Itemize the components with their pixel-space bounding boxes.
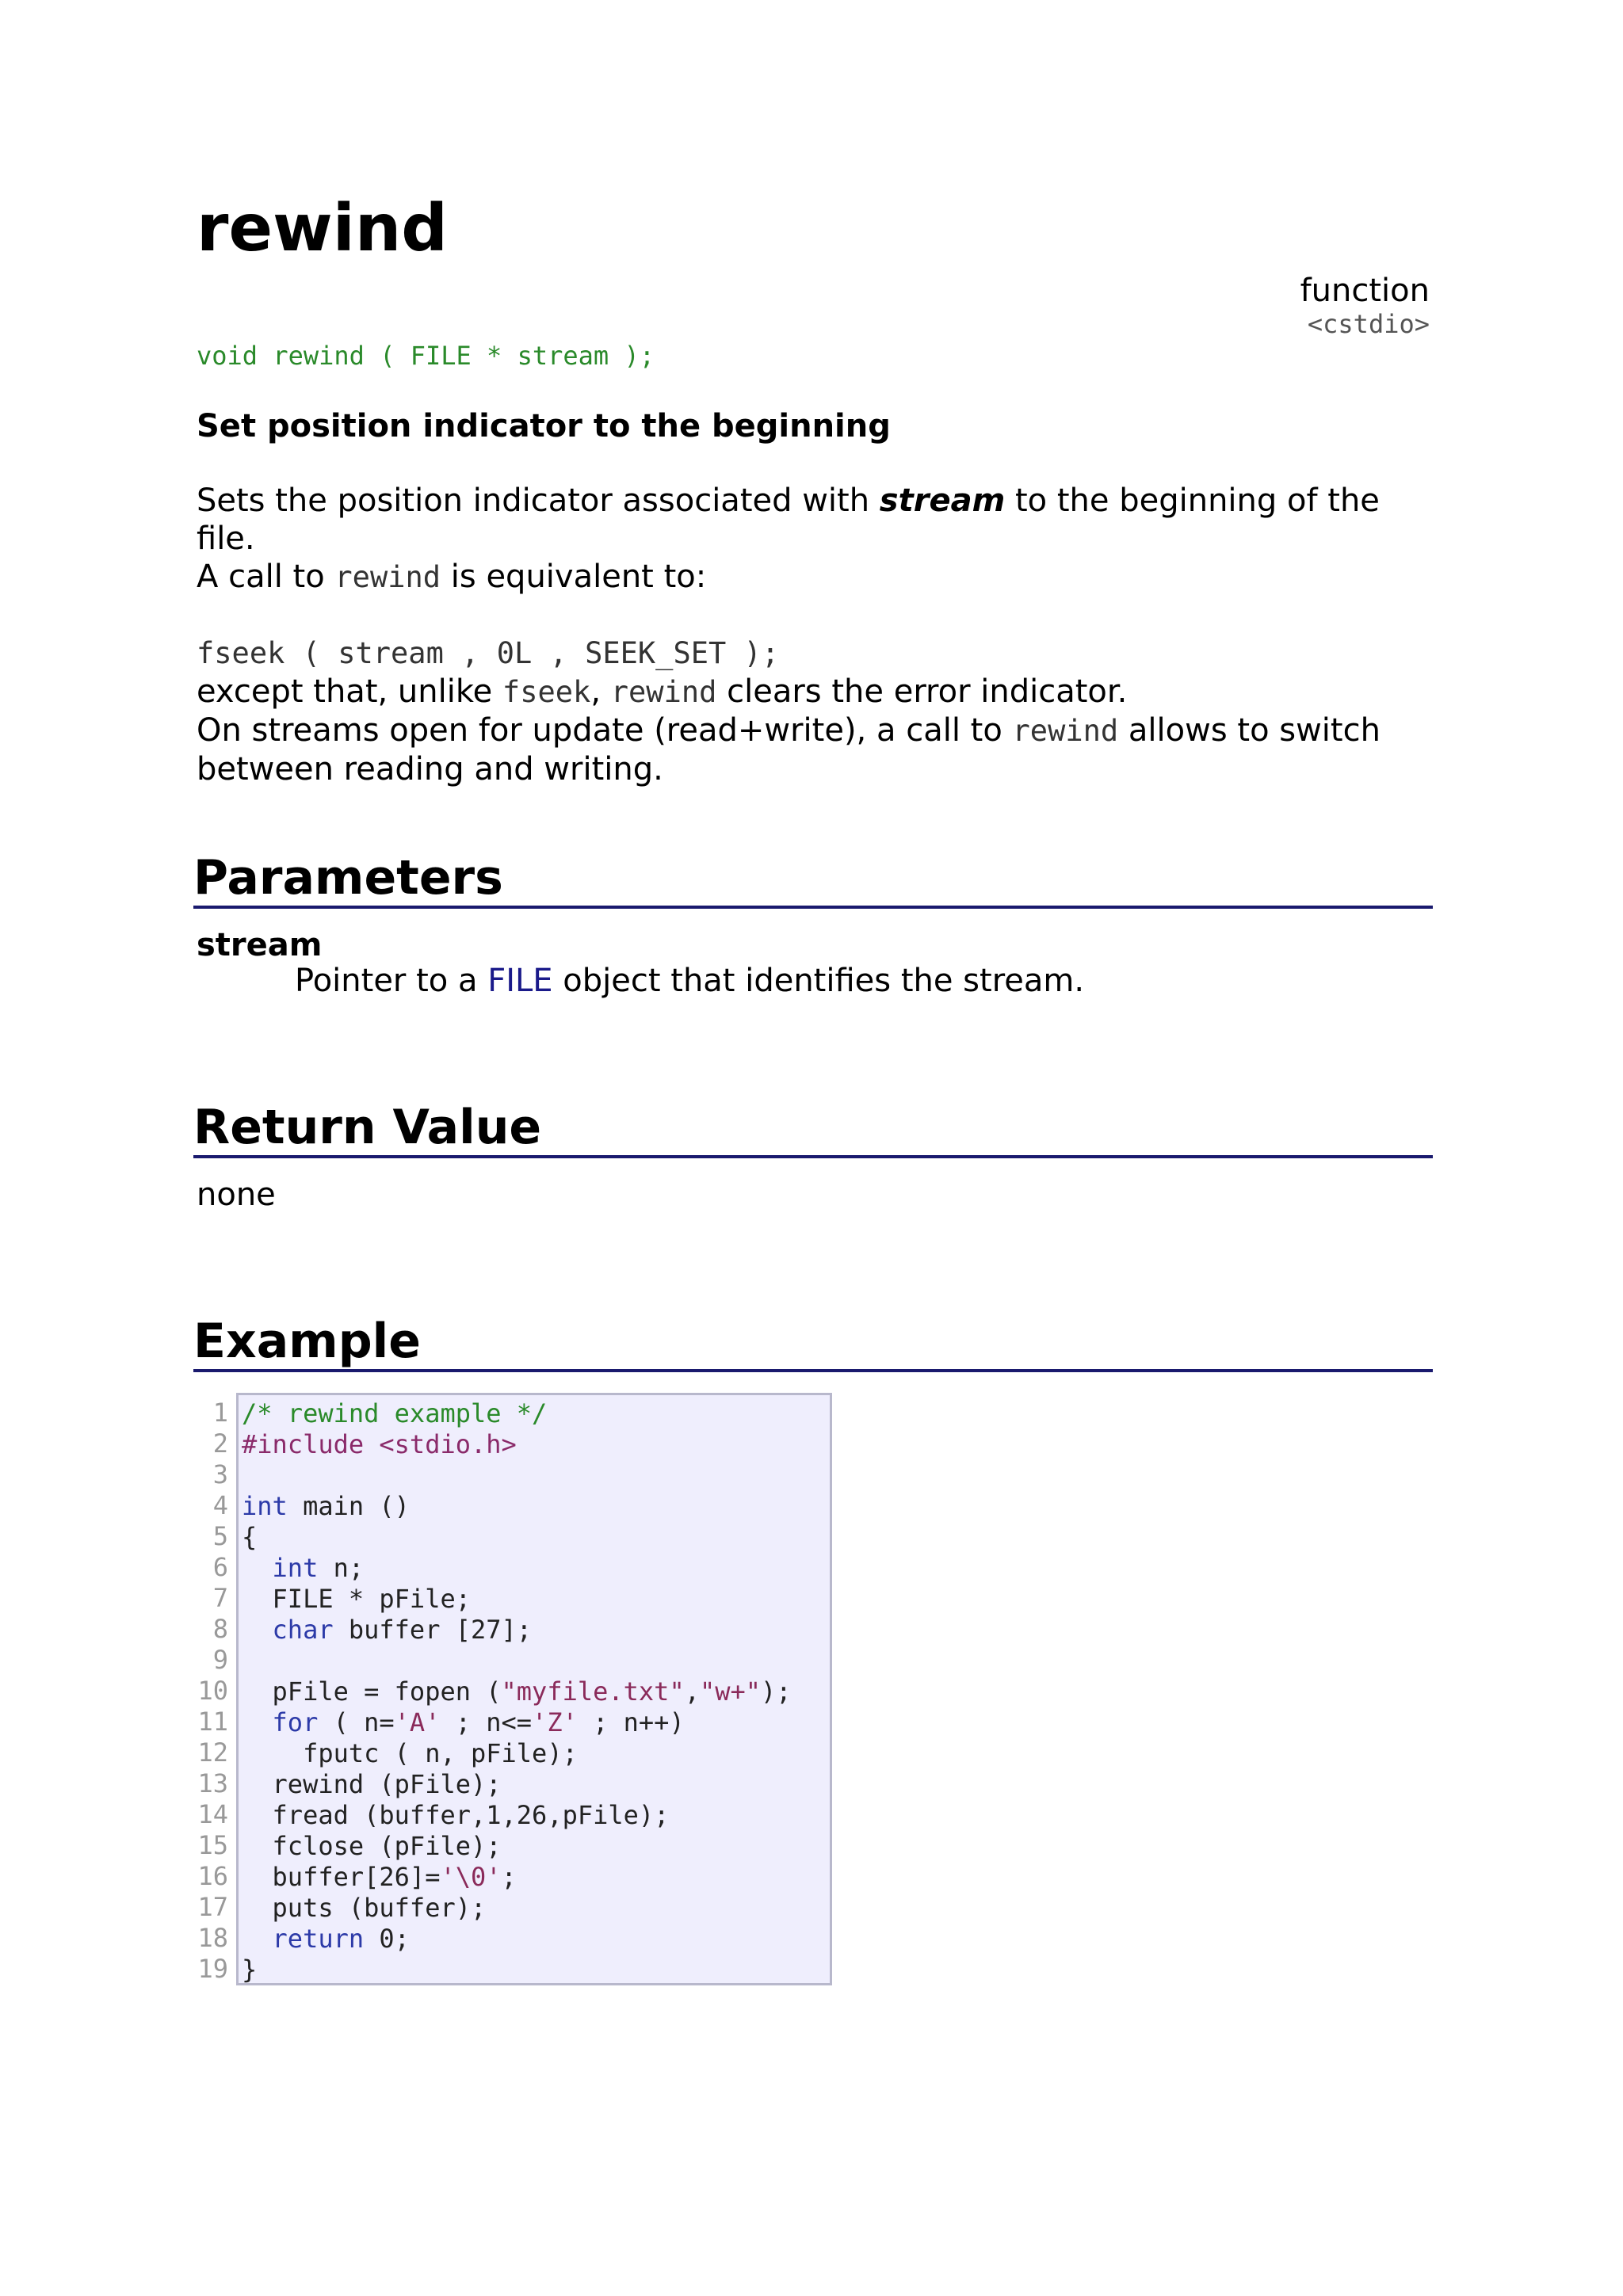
code-line: } (242, 1955, 258, 1985)
function-prototype: void rewind ( FILE * stream ); (197, 341, 655, 371)
inline-code: rewind (1012, 714, 1119, 748)
parameter-description: Pointer to a FILE object that identifies the stream. (295, 963, 1085, 999)
code-line: main () (287, 1491, 410, 1521)
code-line: buffer [27]; (333, 1615, 533, 1645)
line-number: 4 (212, 1490, 228, 1520)
line-number: 13 (197, 1768, 228, 1798)
line-number: 7 (212, 1583, 228, 1613)
description-line-1: Sets the position indicator associated with stream to the beginning of the file. (197, 482, 1380, 557)
code-line: rewind (pFile); (242, 1769, 502, 1799)
code-line: #include <stdio.h> (242, 1429, 517, 1459)
line-number: 6 (212, 1552, 228, 1582)
inline-code: rewind (610, 675, 717, 709)
param-reference: stream (879, 482, 1006, 519)
file-type-link[interactable]: FILE (487, 963, 553, 999)
example-heading: Example (193, 1315, 1433, 1372)
line-number: 16 (197, 1861, 228, 1891)
line-number: 5 (212, 1521, 228, 1551)
line-number: 11 (197, 1707, 228, 1737)
line-number: 17 (197, 1892, 228, 1922)
page-title: rewind (197, 191, 448, 266)
code-line: { (242, 1522, 258, 1552)
inline-code: fseek (502, 675, 591, 709)
entity-kind: function (1300, 273, 1430, 309)
code-line: 0; (364, 1924, 410, 1954)
line-number: 10 (197, 1676, 228, 1706)
summary-heading: Set position indicator to the beginning (197, 408, 891, 444)
code-line: n; (318, 1553, 365, 1583)
line-number: 9 (212, 1645, 228, 1675)
code-line: puts (buffer); (242, 1893, 487, 1923)
code-line: FILE * pFile; (242, 1584, 471, 1614)
line-number: 1 (212, 1398, 228, 1428)
parameters-heading: Parameters (193, 852, 1433, 909)
code-line: fputc ( n, pFile); (242, 1738, 578, 1768)
line-number: 2 (212, 1428, 228, 1459)
equivalent-code: fseek ( stream , 0L , SEEK_SET ); (197, 636, 780, 670)
description-line-4: On streams open for update (read+write), a call to rewind allows to switch between reading and writing. (197, 712, 1381, 788)
line-number: 8 (212, 1614, 228, 1644)
code-line: /* rewind example */ (242, 1398, 548, 1428)
return-value-heading: Return Value (193, 1101, 1433, 1158)
line-number: 18 (197, 1923, 228, 1953)
code-line: fclose (pFile); (242, 1831, 502, 1861)
line-number: 15 (197, 1830, 228, 1860)
inline-code: rewind (334, 560, 441, 594)
line-number: 12 (197, 1737, 228, 1768)
code-line: fread (buffer,1,26,pFile); (242, 1800, 670, 1830)
line-numbers (197, 1398, 228, 1985)
description (197, 482, 1433, 788)
line-number: 3 (212, 1459, 228, 1489)
code-block: /* rewind example */ #include <stdio.h> int main () { int n; FILE * pFile; char buffer [27]; pFile = fopen ("myfile.txt","w+"); for ( n='A' ; n<='Z' ; n++) fputc ( n, pFile); rewind (pFile); fread (buffer,1,26,pFile); fclose (pFile); buffer[26]='\0'; puts (buffer); return 0; } (236, 1393, 832, 1985)
return-value-text: none (197, 1177, 276, 1213)
description-line-2: A call to rewind is equivalent to: (197, 559, 707, 595)
line-number: 14 (197, 1799, 228, 1829)
description-line-3: except that, unlike fseek, rewind clears the error indicator. (197, 673, 1128, 710)
parameter-name: stream (197, 927, 323, 963)
header-file-link[interactable]: <cstdio> (1307, 309, 1430, 339)
line-number: 19 (197, 1954, 228, 1984)
